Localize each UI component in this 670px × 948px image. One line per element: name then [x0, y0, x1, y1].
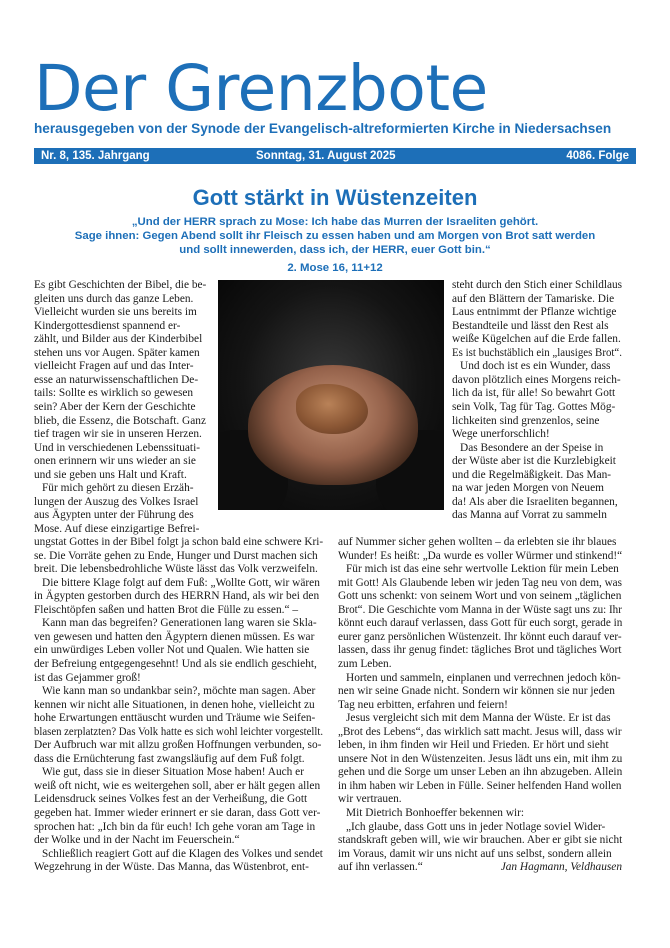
- body-text-line: Jesus vergleicht sich mit dem Manna der Wüste. Er ist das: [346, 712, 611, 725]
- body-text-line: tief tragen wir sie in unseren Herzen.: [34, 428, 202, 441]
- body-text-line: stehen uns vor Augen. Später kamen: [34, 346, 200, 359]
- issue-number: Nr. 8, 135. Jahrgang: [41, 150, 150, 162]
- body-text-line: auf den Blättern der Tamariske. Die: [452, 292, 615, 305]
- issue-bar: [34, 148, 636, 164]
- body-text-line: se. Die Vorräte gehen zu Ende, Hunger und Durst machen sich: [34, 549, 318, 562]
- verse-line: „Und der HERR sprach zu Mose: Ich habe das Murren der Israeliten gehört.: [131, 216, 539, 228]
- body-text-line: Wunder! Es heißt: „Da wurde es voller Würmer und stinkend!“: [338, 549, 623, 562]
- body-text-line: steht durch den Stich einer Schildlaus: [452, 279, 623, 291]
- body-text-line: Und in verschiedenen Lebenssituati-: [34, 441, 201, 454]
- body-text-line: Für mich gehört zu diesen Erzäh-: [42, 482, 194, 495]
- article-headline: Gott stärkt in Wüstenzeiten: [192, 185, 478, 210]
- body-text-line: Der Aufbruch war mit allzu großen Hoffnungen verbunden, so-: [34, 739, 322, 752]
- body-text-line: ven gewesen und hatten den Ägyptern dienen müssen. Es war: [34, 630, 315, 643]
- body-text-line: kennen wir nicht alle Situationen, in denen hohe, vielleicht zu: [34, 698, 315, 711]
- body-text-line: Kann man das begreifen? Generationen lang waren sie Skla-: [42, 617, 317, 630]
- verse-line: und sollt innewerden, dass ich, der HERR, euer Gott bin.“: [179, 244, 491, 257]
- issue-date: Sonntag, 31. August 2025: [256, 150, 396, 162]
- body-text-line: davon plötzlich eines Morgens reich-: [452, 373, 621, 386]
- body-text-line: Mose. Auf diese einzigartige Befrei-: [34, 522, 200, 535]
- body-text-line: Für mich ist das eine sehr wertvolle Lektion für mein Leben: [346, 563, 619, 576]
- body-text-line: Wege unerforschlich!: [452, 428, 550, 441]
- hands-holding-bread-photo: [218, 280, 444, 510]
- author-credit: Jan Hagmann, Veldhausen: [500, 861, 622, 874]
- body-text-line: das Manna auf Vorrat zu sammeln: [452, 509, 607, 522]
- body-text-line: breit. Die lebensbedrohliche Wüste lässt das Volk verzweifeln.: [34, 563, 318, 576]
- body-text-line: aus Ägypten unter der Führung des: [34, 509, 194, 522]
- body-text-line: Laus entnimmt der Pflanze wichtige: [452, 306, 617, 319]
- body-text-line: dass die Ernüchterung fast zwangsläufig auf dem Fuß folgt.: [34, 752, 305, 765]
- body-text-line: standskraft geben will, wie wir brauchen. Aber er gibt sie nicht: [338, 834, 623, 847]
- body-text-line: leben, in ihm finden wir Heil und Frieden. Er hört und sieht: [338, 739, 609, 752]
- body-text-line: und die Regelmäßigkeit. Das Man-: [452, 468, 612, 481]
- body-text-line: hohe Erwartungen enttäuscht wurden und Träume wie Seifen-: [34, 712, 316, 725]
- body-text-line: wir vertrauen.: [338, 793, 402, 806]
- body-text-line: der Wolke und in der Nacht im Feuerschein.“: [34, 834, 240, 847]
- body-text-line: gegeben hat. Immer wieder erinnert er sie daran, dass Gott ver-: [34, 807, 321, 819]
- body-text-line: in ihm haben wir Leben in Fülle. Seiner helfenden Hand wollen: [338, 779, 622, 792]
- body-text-line: Wie kann man so undankbar sein?, möchte man sagen. Aber: [42, 685, 316, 698]
- body-text-line: Und doch ist es ein Wunder, dass: [460, 360, 611, 373]
- body-text-line: lich da ist, für alle! So bewahrt Gott: [452, 387, 616, 400]
- body-text-line: eurer ganz persönlichen Wüstenzeit. Ihr könnt euch darauf ver-: [338, 630, 622, 643]
- body-text-line: gleiten uns durch das ganze Leben.: [34, 292, 194, 305]
- body-text-line: könnt euch darauf verlassen, dass Gott für euch sorgt, gerade in: [338, 617, 623, 630]
- body-text-line: ist das Gejammer groß!: [34, 671, 141, 684]
- body-text-line: onen erinnern wir uns wieder an sie: [34, 455, 196, 468]
- body-text-line: zum Leben.: [338, 657, 392, 670]
- body-text-line: Mit Dietrich Bonhoeffer bekennen wir:: [346, 807, 525, 819]
- body-text-line: ungstat Gottes in der Bibel folgt ja schon bald eine schwere Kri-: [34, 536, 324, 548]
- body-text-line: nen wir seine Gnade nicht. Sondern wir können sie nur jeden: [338, 685, 615, 698]
- body-text-line: tails: Sollte es wirklich so gewesen: [34, 387, 194, 400]
- body-text-line: blieb, die Essenz, die Botschaft. Ganz: [34, 414, 206, 427]
- body-text-line: weiß oft nicht, wie es weitergehen soll, aber er hält gegen allen: [34, 779, 321, 792]
- body-text-line: auf Nummer sicher gehen wollten – da erlebten sie ihr blaues: [338, 536, 617, 548]
- body-text-line: Es gibt Geschichten der Bibel, die be-: [34, 279, 207, 291]
- body-text-line: sprochen hat: „Ich bin da für euch! Ich gehe voran am Tage in: [34, 820, 316, 833]
- body-text-line: zählt, und Bilder aus der Kinderbibel: [34, 333, 203, 346]
- body-text-line: Wie gut, dass sie in dieser Situation Mose haben! Auch er: [42, 766, 304, 779]
- body-text-line: da! Als aber die Israeliten begannen,: [452, 495, 618, 508]
- body-text-line: ein unwürdiges Leben voller Not und Qualen. Wie hatten sie: [34, 644, 310, 657]
- body-text-line: der Wüste aber ist die Kurzlebigkeit: [452, 455, 616, 468]
- body-text-line: Horten und sammeln, einplanen und verrechnen jedoch kön-: [346, 671, 621, 684]
- body-text-line: mit Gott! Als Glaubende leben wir jeden Tag neu von dem, was: [338, 576, 622, 589]
- body-text-line: sein Volk, Tag für Tag. Gottes Mög-: [452, 400, 616, 413]
- body-text-line: Vielleicht wurden sie uns bereits im: [34, 306, 197, 319]
- body-text-line: Fleischtöpfen saßen und hatten Brot die Fülle zu essen.“ –: [34, 603, 298, 616]
- body-text-line: im Voraus, damit wir uns nicht auf uns selbst, sondern allein: [338, 847, 612, 860]
- body-text-line: weiße Kügelchen auf die Erde fallen.: [452, 333, 621, 346]
- body-text-line: Tag neu erbitten, erfahren und feiern!: [338, 698, 508, 711]
- verse-reference: 2. Mose 16, 11+12: [287, 262, 383, 274]
- body-text-line: gehen und die Sorge um unser Leben an ihn abzugeben. Allein: [338, 766, 623, 779]
- body-text-line: unsere Not in den Wüstenzeiten. Jesus lädt uns ein, mit ihm zu: [338, 752, 623, 765]
- body-text-line: na war jeden Morgen von Neuem: [452, 482, 604, 495]
- body-text-line: und sie geben uns Halt und Kraft.: [34, 468, 187, 481]
- masthead-subtitle: herausgegeben von der Synode der Evangelisch-altreformierten Kirche in Niedersachsen: [34, 121, 612, 136]
- body-text-line: „Ich glaube, dass Gott uns in jeder Notlage soviel Wider-: [346, 820, 606, 833]
- body-text-line: Wegzehrung in der Wüste. Das Manna, das Wüstenbrot, ent-: [34, 861, 309, 874]
- body-text-line: Kindergottesdienst spannend er-: [34, 319, 181, 332]
- body-text-line: sein? Aber der Kern der Geschichte: [34, 400, 196, 413]
- body-text-line: Bestandteile und lässt den Rest als: [452, 319, 609, 332]
- issue-sequence: 4086. Folge: [566, 150, 629, 162]
- body-text-line: lichkeiten sind grenzenlos, seine: [452, 414, 600, 427]
- body-text-line: lassen, dass ihr genug findet: tägliches Brot und tägliches Wort: [338, 644, 622, 657]
- bible-verse: [60, 215, 610, 258]
- body-text-line: lungen der Auszug des Volkes Israel: [34, 495, 199, 508]
- body-text-line: Die bittere Klage folgt auf dem Fuß: „Wollte Gott, wir wären: [42, 576, 320, 589]
- body-text-line: Es ist buchstäblich ein „lausiges Brot“.: [452, 346, 622, 359]
- body-text-line: Brot“. Die Geschichte vom Manna in der Wüste sagt uns zu: Ihr: [338, 603, 622, 616]
- body-text-line: der Befreiung entgegengesehnt! Und als sie endlich geschieht,: [34, 657, 317, 670]
- body-text-line: esse an naturwissenschaftlichen De-: [34, 373, 199, 386]
- body-text-line: Leidensdruck seines Volkes fest an der Verheißung, die Gott: [34, 793, 308, 806]
- body-text-line: Schließlich reagiert Gott auf die Klagen des Volkes und sendet: [42, 847, 323, 860]
- verse-line: Sage ihnen: Gegen Abend sollt ihr Fleisch zu essen haben und am Morgen von Brot satt werden: [74, 230, 596, 243]
- body-text-line: Gott uns schenkt: von seinem Wort und von seinem „täglichen: [338, 590, 622, 603]
- masthead-title: Der Grenzbote: [34, 52, 488, 125]
- body-text-line: vielleicht Fragen auf und das Inter-: [34, 360, 194, 373]
- body-text-line: blasen zerplatzten? Das Volk hatte es sich wohl leichter vorgestellt.: [34, 725, 324, 738]
- body-text-line: Das Besondere an der Speise in: [460, 441, 604, 454]
- body-text-line: „Brot des Lebens“, das wirklich satt macht. Jesus will, dass wir: [338, 725, 622, 738]
- body-text-line: in Ägypten gestorben durch des HERRN Hand, als wir bei den: [34, 590, 320, 603]
- body-text-line: auf ihn verlassen.“: [338, 861, 423, 874]
